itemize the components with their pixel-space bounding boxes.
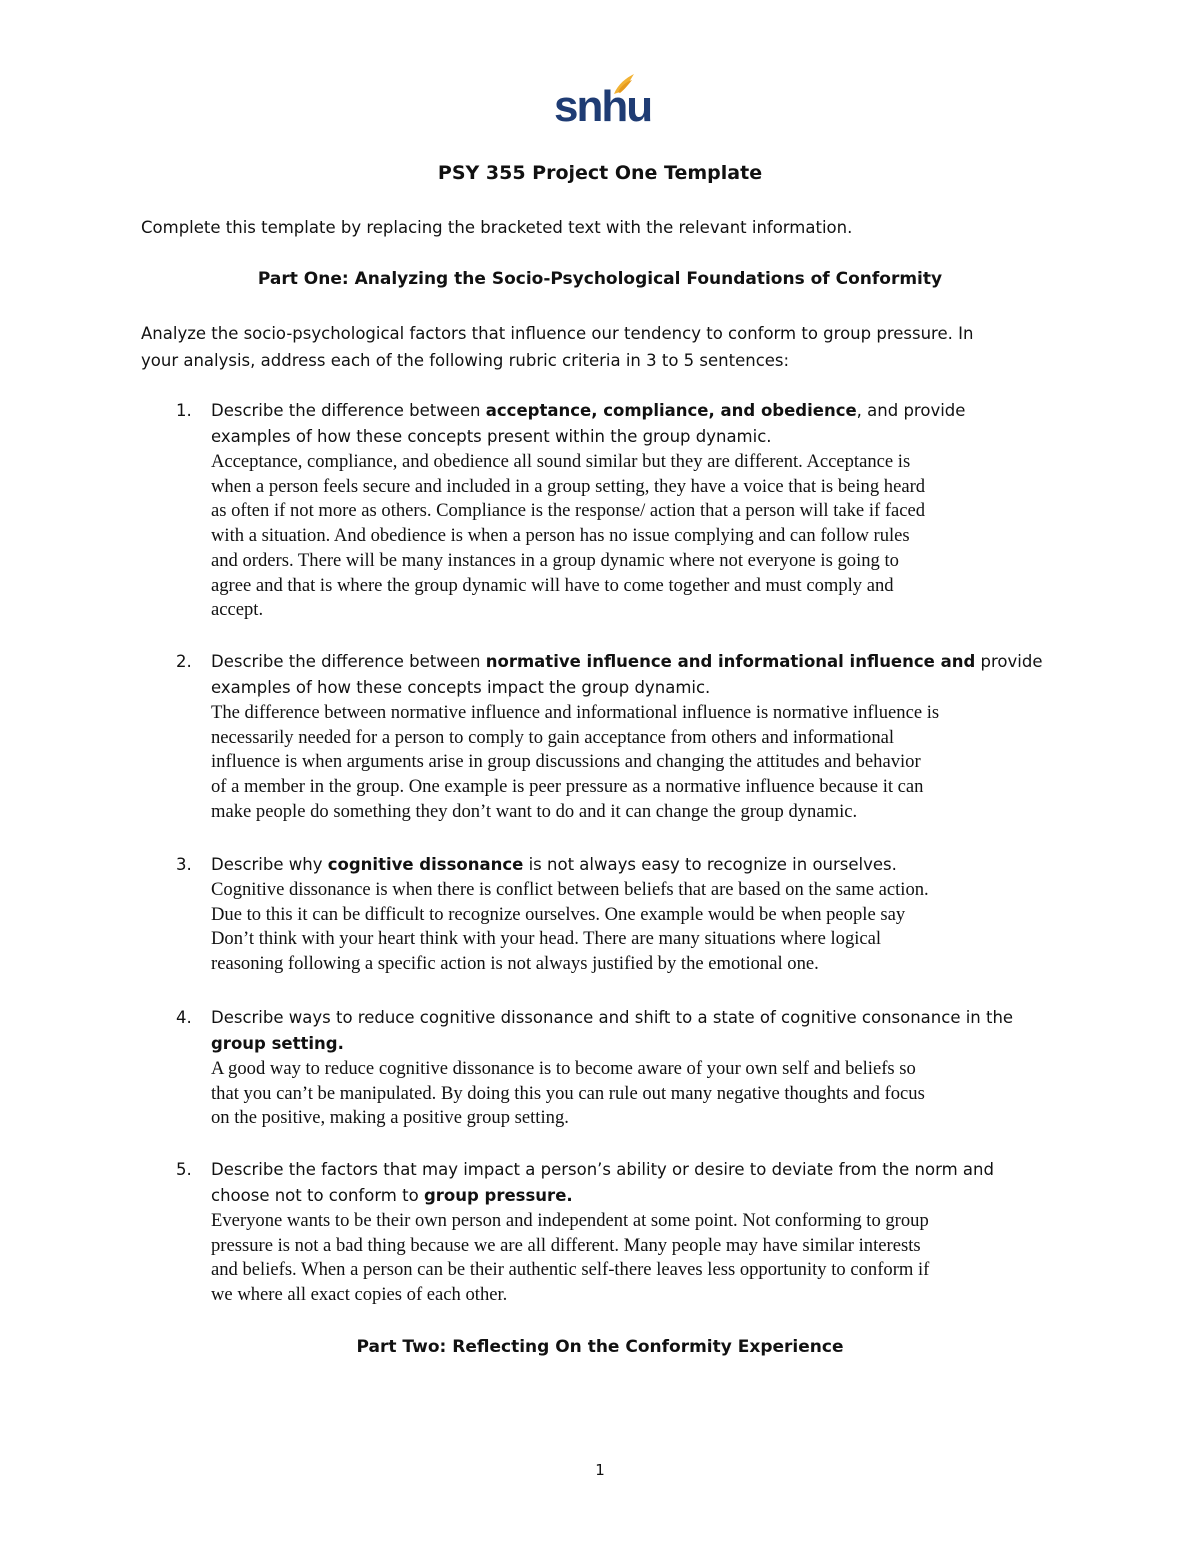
answer-line: as often if not more as others. Compliance is the response/ action that a person will take if faced xyxy=(211,500,926,522)
prompt-emphasis: acceptance, compliance, and obedience xyxy=(485,401,857,420)
question-prompt xyxy=(211,398,1071,424)
answer-line: agree and that is where the group dynamic will have to come together and must comply and xyxy=(211,574,894,596)
prompt-emphasis: cognitive dissonance xyxy=(327,855,524,874)
prompt-emphasis: normative influence and informational influence and xyxy=(485,652,976,671)
prompt-text: Describe why xyxy=(211,855,328,874)
prompt-text: Describe the difference between xyxy=(211,652,486,671)
list-number: 1. xyxy=(176,401,192,420)
part-two-heading: Part Two: Reflecting On the Conformity Experience xyxy=(356,1337,844,1357)
list-item-body xyxy=(211,649,1071,825)
prompt-text: provide xyxy=(975,652,1043,671)
snhu-logo xyxy=(554,72,652,134)
answer-line: pressure is not a bad thing because we are all different. Many people may have similar interests xyxy=(211,1234,921,1256)
answer-line: and orders. There will be many instances in a group dynamic where not everyone is going to xyxy=(211,549,899,571)
question-prompt: Describe the factors that may impact a person’s ability or desire to deviate from the norm and xyxy=(211,1160,994,1179)
answer-line: on the positive, making a positive group setting. xyxy=(211,1107,569,1129)
prompt-emphasis: group pressure. xyxy=(423,1186,573,1205)
question-prompt-line2 xyxy=(211,1031,1071,1057)
answer-line: make people do something they don’t want to do and it can change the group dynamic. xyxy=(211,800,858,822)
instructions-line: Analyze the socio-psychological factors that influence our tendency to conform to group pressure. In xyxy=(141,324,974,343)
answer-line: Everyone wants to be their own person and independent at some point. Not conforming to group xyxy=(211,1210,929,1231)
list-number: 2. xyxy=(176,652,192,671)
question-prompt xyxy=(211,852,1071,878)
part-one-instructions xyxy=(141,320,1061,374)
answer-line: accept. xyxy=(211,599,264,621)
intro-text: Complete this template by replacing the bracketed text with the relevant information. xyxy=(141,218,853,237)
answer-line: of a member in the group. One example is peer pressure as a normative influence because it can xyxy=(211,776,924,798)
answer-line: The difference between normative influence and informational influence is normative influence is xyxy=(211,702,940,723)
list-number: 4. xyxy=(176,1008,192,1027)
answer-line: and beliefs. When a person can be their authentic self-there leaves less opportunity to conform if xyxy=(211,1259,930,1281)
question-prompt: Describe ways to reduce cognitive dissonance and shift to a state of cognitive consonance in the xyxy=(211,1008,1014,1027)
question-prompt-line2: examples of how these concepts present within the group dynamic. xyxy=(211,427,772,446)
instructions-line: your analysis, address each of the following rubric criteria in 3 to 5 sentences: xyxy=(141,351,790,370)
prompt-text: is not always easy to recognize in ourselves. xyxy=(523,855,897,874)
answer-line: influence is when arguments arise in group discussions and changing the attitudes and behavior xyxy=(211,751,921,773)
answer-line: Don’t think with your heart think with your head. There are many situations where logical xyxy=(211,928,882,950)
page-number: 1 xyxy=(595,1461,605,1479)
list-item-body xyxy=(211,1157,1071,1308)
list-item-body xyxy=(211,398,1071,623)
answer-line: Cognitive dissonance is when there is conflict between beliefs that are based on the same action. xyxy=(211,879,929,900)
question-prompt xyxy=(211,649,1071,675)
list-item-body xyxy=(211,852,1071,977)
logo-wordmark: snhu xyxy=(554,82,652,131)
answer-line: we where all exact copies of each other. xyxy=(211,1284,508,1306)
answer-line: Acceptance, compliance, and obedience all sound similar but they are different. Acceptance is xyxy=(211,451,911,472)
list-number: 5. xyxy=(176,1160,192,1179)
prompt-text: , and provide xyxy=(856,401,966,420)
prompt-emphasis: group setting. xyxy=(211,1034,344,1053)
prompt-text: Describe the difference between xyxy=(211,401,486,420)
answer-line: reasoning following a specific action is not always justified by the emotional one. xyxy=(211,953,819,975)
answer-line: A good way to reduce cognitive dissonance is to become aware of your own self and beliefs so xyxy=(211,1058,916,1079)
answer-line: that you can’t be manipulated. By doing this you can rule out many negative thoughts and focus xyxy=(211,1082,925,1104)
part-one-heading: Part One: Analyzing the Socio-Psychological Foundations of Conformity xyxy=(257,269,943,289)
answer-line: Due to this it can be difficult to recognize ourselves. One example would be when people say xyxy=(211,903,906,925)
answer-line: necessarily needed for a person to comply to gain acceptance from others and informational xyxy=(211,726,895,748)
question-prompt-line2: examples of how these concepts impact the group dynamic. xyxy=(211,678,711,697)
list-number: 3. xyxy=(176,855,192,874)
question-prompt-line2 xyxy=(211,1183,1071,1209)
document-title: PSY 355 Project One Template xyxy=(437,162,763,184)
list-item-body xyxy=(211,1005,1071,1131)
answer-line: when a person feels secure and included in a group setting, they have a voice that is being heard xyxy=(211,475,926,497)
answer-line: with a situation. And obedience is when a person has no issue complying and can follow rules xyxy=(211,525,910,547)
prompt-text: choose not to conform to xyxy=(211,1186,424,1205)
